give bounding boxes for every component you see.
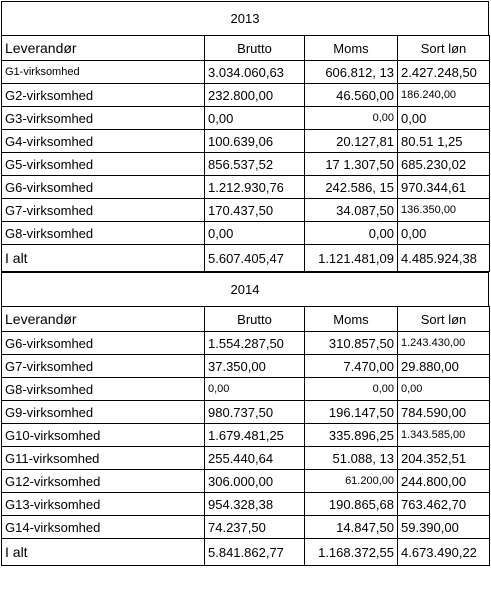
- brutto-value: 232.800,00: [205, 84, 305, 107]
- supplier-name: G13-virksomhed: [2, 493, 205, 516]
- supplier-name: G6-virksomhed: [2, 332, 205, 355]
- brutto-value: 306.000,00: [205, 470, 305, 493]
- header-row: [2, 36, 490, 61]
- brutto-value: 1.679.481,25: [205, 424, 305, 447]
- brutto-value: 100.639,06: [205, 130, 305, 153]
- total-sort-value: 4.673.490,22: [398, 539, 490, 566]
- moms-value: 242.586, 15: [305, 176, 398, 199]
- header-sort-lon: Sort løn: [398, 36, 490, 61]
- sort-value: 784.590,00: [398, 401, 490, 424]
- brutto-value: 3.034.060,63: [205, 61, 305, 84]
- supplier-name: G4-virksomhed: [2, 130, 205, 153]
- sort-value: 204.352,51: [398, 447, 490, 470]
- supplier-name: G6-virksomhed: [2, 176, 205, 199]
- moms-value: 606.812, 13: [305, 61, 398, 84]
- year-section: [1, 272, 489, 566]
- year-table: [1, 35, 490, 272]
- brutto-value: 255.440,64: [205, 447, 305, 470]
- supplier-name: G9-virksomhed: [2, 401, 205, 424]
- brutto-value: 0,00: [205, 378, 305, 401]
- moms-value: 310.857,50: [305, 332, 398, 355]
- sort-value: 80.51 1,25: [398, 130, 490, 153]
- supplier-name: G5-virksomhed: [2, 153, 205, 176]
- brutto-value: 74.237,50: [205, 516, 305, 539]
- brutto-value: 37.350,00: [205, 355, 305, 378]
- year-heading: 2013: [1, 1, 489, 35]
- table-row: [2, 447, 490, 470]
- moms-value: 46.560,00: [305, 84, 398, 107]
- total-row: [2, 539, 490, 566]
- table-row: [2, 493, 490, 516]
- sort-value: 29.880,00: [398, 355, 490, 378]
- header-brutto: Brutto: [205, 307, 305, 332]
- supplier-name: G8-virksomhed: [2, 378, 205, 401]
- sort-value: 970.344,61: [398, 176, 490, 199]
- header-leverandor: Leverandør: [2, 36, 205, 61]
- sort-value: 0,00: [398, 222, 490, 245]
- table-row: [2, 470, 490, 493]
- table-row: [2, 84, 490, 107]
- sort-value: 763.462,70: [398, 493, 490, 516]
- total-moms-value: 1.121.481,09: [305, 245, 398, 272]
- supplier-name: G14-virksomhed: [2, 516, 205, 539]
- supplier-name: G8-virksomhed: [2, 222, 205, 245]
- sort-value: 186.240,00: [398, 84, 490, 107]
- moms-value: 17 1.307,50: [305, 153, 398, 176]
- moms-value: 14.847,50: [305, 516, 398, 539]
- moms-value: 190.865,68: [305, 493, 398, 516]
- sort-value: 244.800,00: [398, 470, 490, 493]
- brutto-value: 0,00: [205, 222, 305, 245]
- header-sort-lon: Sort løn: [398, 307, 490, 332]
- supplier-table: [1, 1, 489, 566]
- brutto-value: 856.537,52: [205, 153, 305, 176]
- sort-value: 136.350,00: [398, 199, 490, 222]
- sort-value: 685.230,02: [398, 153, 490, 176]
- moms-value: 51.088, 13: [305, 447, 398, 470]
- header-moms: Moms: [305, 307, 398, 332]
- sort-value: 0,00: [398, 107, 490, 130]
- total-sort-value: 4.485.924,38: [398, 245, 490, 272]
- table-row: [2, 153, 490, 176]
- supplier-name: G3-virksomhed: [2, 107, 205, 130]
- supplier-name: G7-virksomhed: [2, 199, 205, 222]
- supplier-name: G1-virksomhed: [2, 61, 205, 84]
- year-table: [1, 306, 490, 566]
- sort-value: 2.427.248,50: [398, 61, 490, 84]
- moms-value: 7.470,00: [305, 355, 398, 378]
- year-heading: 2014: [1, 272, 489, 306]
- brutto-value: 954.328,38: [205, 493, 305, 516]
- brutto-value: 980.737,50: [205, 401, 305, 424]
- brutto-value: 0,00: [205, 107, 305, 130]
- table-row: [2, 199, 490, 222]
- table-row: [2, 107, 490, 130]
- total-row: [2, 245, 490, 272]
- table-row: [2, 516, 490, 539]
- table-row: [2, 355, 490, 378]
- supplier-name: G7-virksomhed: [2, 355, 205, 378]
- table-row: [2, 401, 490, 424]
- moms-value: 196.147,50: [305, 401, 398, 424]
- total-label: I alt: [2, 539, 205, 566]
- table-row: [2, 176, 490, 199]
- moms-value: 335.896,25: [305, 424, 398, 447]
- sort-value: 1.343.585,00: [398, 424, 490, 447]
- brutto-value: 1.212.930,76: [205, 176, 305, 199]
- moms-value: 61.200,00: [305, 470, 398, 493]
- moms-value: 0,00: [305, 378, 398, 401]
- header-moms: Moms: [305, 36, 398, 61]
- sort-value: 59.390,00: [398, 516, 490, 539]
- total-label: I alt: [2, 245, 205, 272]
- total-moms-value: 1.168.372,55: [305, 539, 398, 566]
- brutto-value: 170.437,50: [205, 199, 305, 222]
- supplier-name: G11-virksomhed: [2, 447, 205, 470]
- table-row: [2, 424, 490, 447]
- table-row: [2, 222, 490, 245]
- moms-value: 34.087,50: [305, 199, 398, 222]
- year-section: [1, 1, 489, 272]
- table-row: [2, 378, 490, 401]
- moms-value: 20.127,81: [305, 130, 398, 153]
- table-row: [2, 130, 490, 153]
- table-row: [2, 61, 490, 84]
- sort-value: 0,00: [398, 378, 490, 401]
- moms-value: 0,00: [305, 222, 398, 245]
- total-brutto-value: 5.841.862,77: [205, 539, 305, 566]
- header-brutto: Brutto: [205, 36, 305, 61]
- brutto-value: 1.554.287,50: [205, 332, 305, 355]
- header-row: [2, 307, 490, 332]
- total-brutto-value: 5.607.405,47: [205, 245, 305, 272]
- moms-value: 0,00: [305, 107, 398, 130]
- table-row: [2, 332, 490, 355]
- sort-value: 1.243.430,00: [398, 332, 490, 355]
- supplier-name: G12-virksomhed: [2, 470, 205, 493]
- supplier-name: G2-virksomhed: [2, 84, 205, 107]
- header-leverandor: Leverandør: [2, 307, 205, 332]
- supplier-name: G10-virksomhed: [2, 424, 205, 447]
